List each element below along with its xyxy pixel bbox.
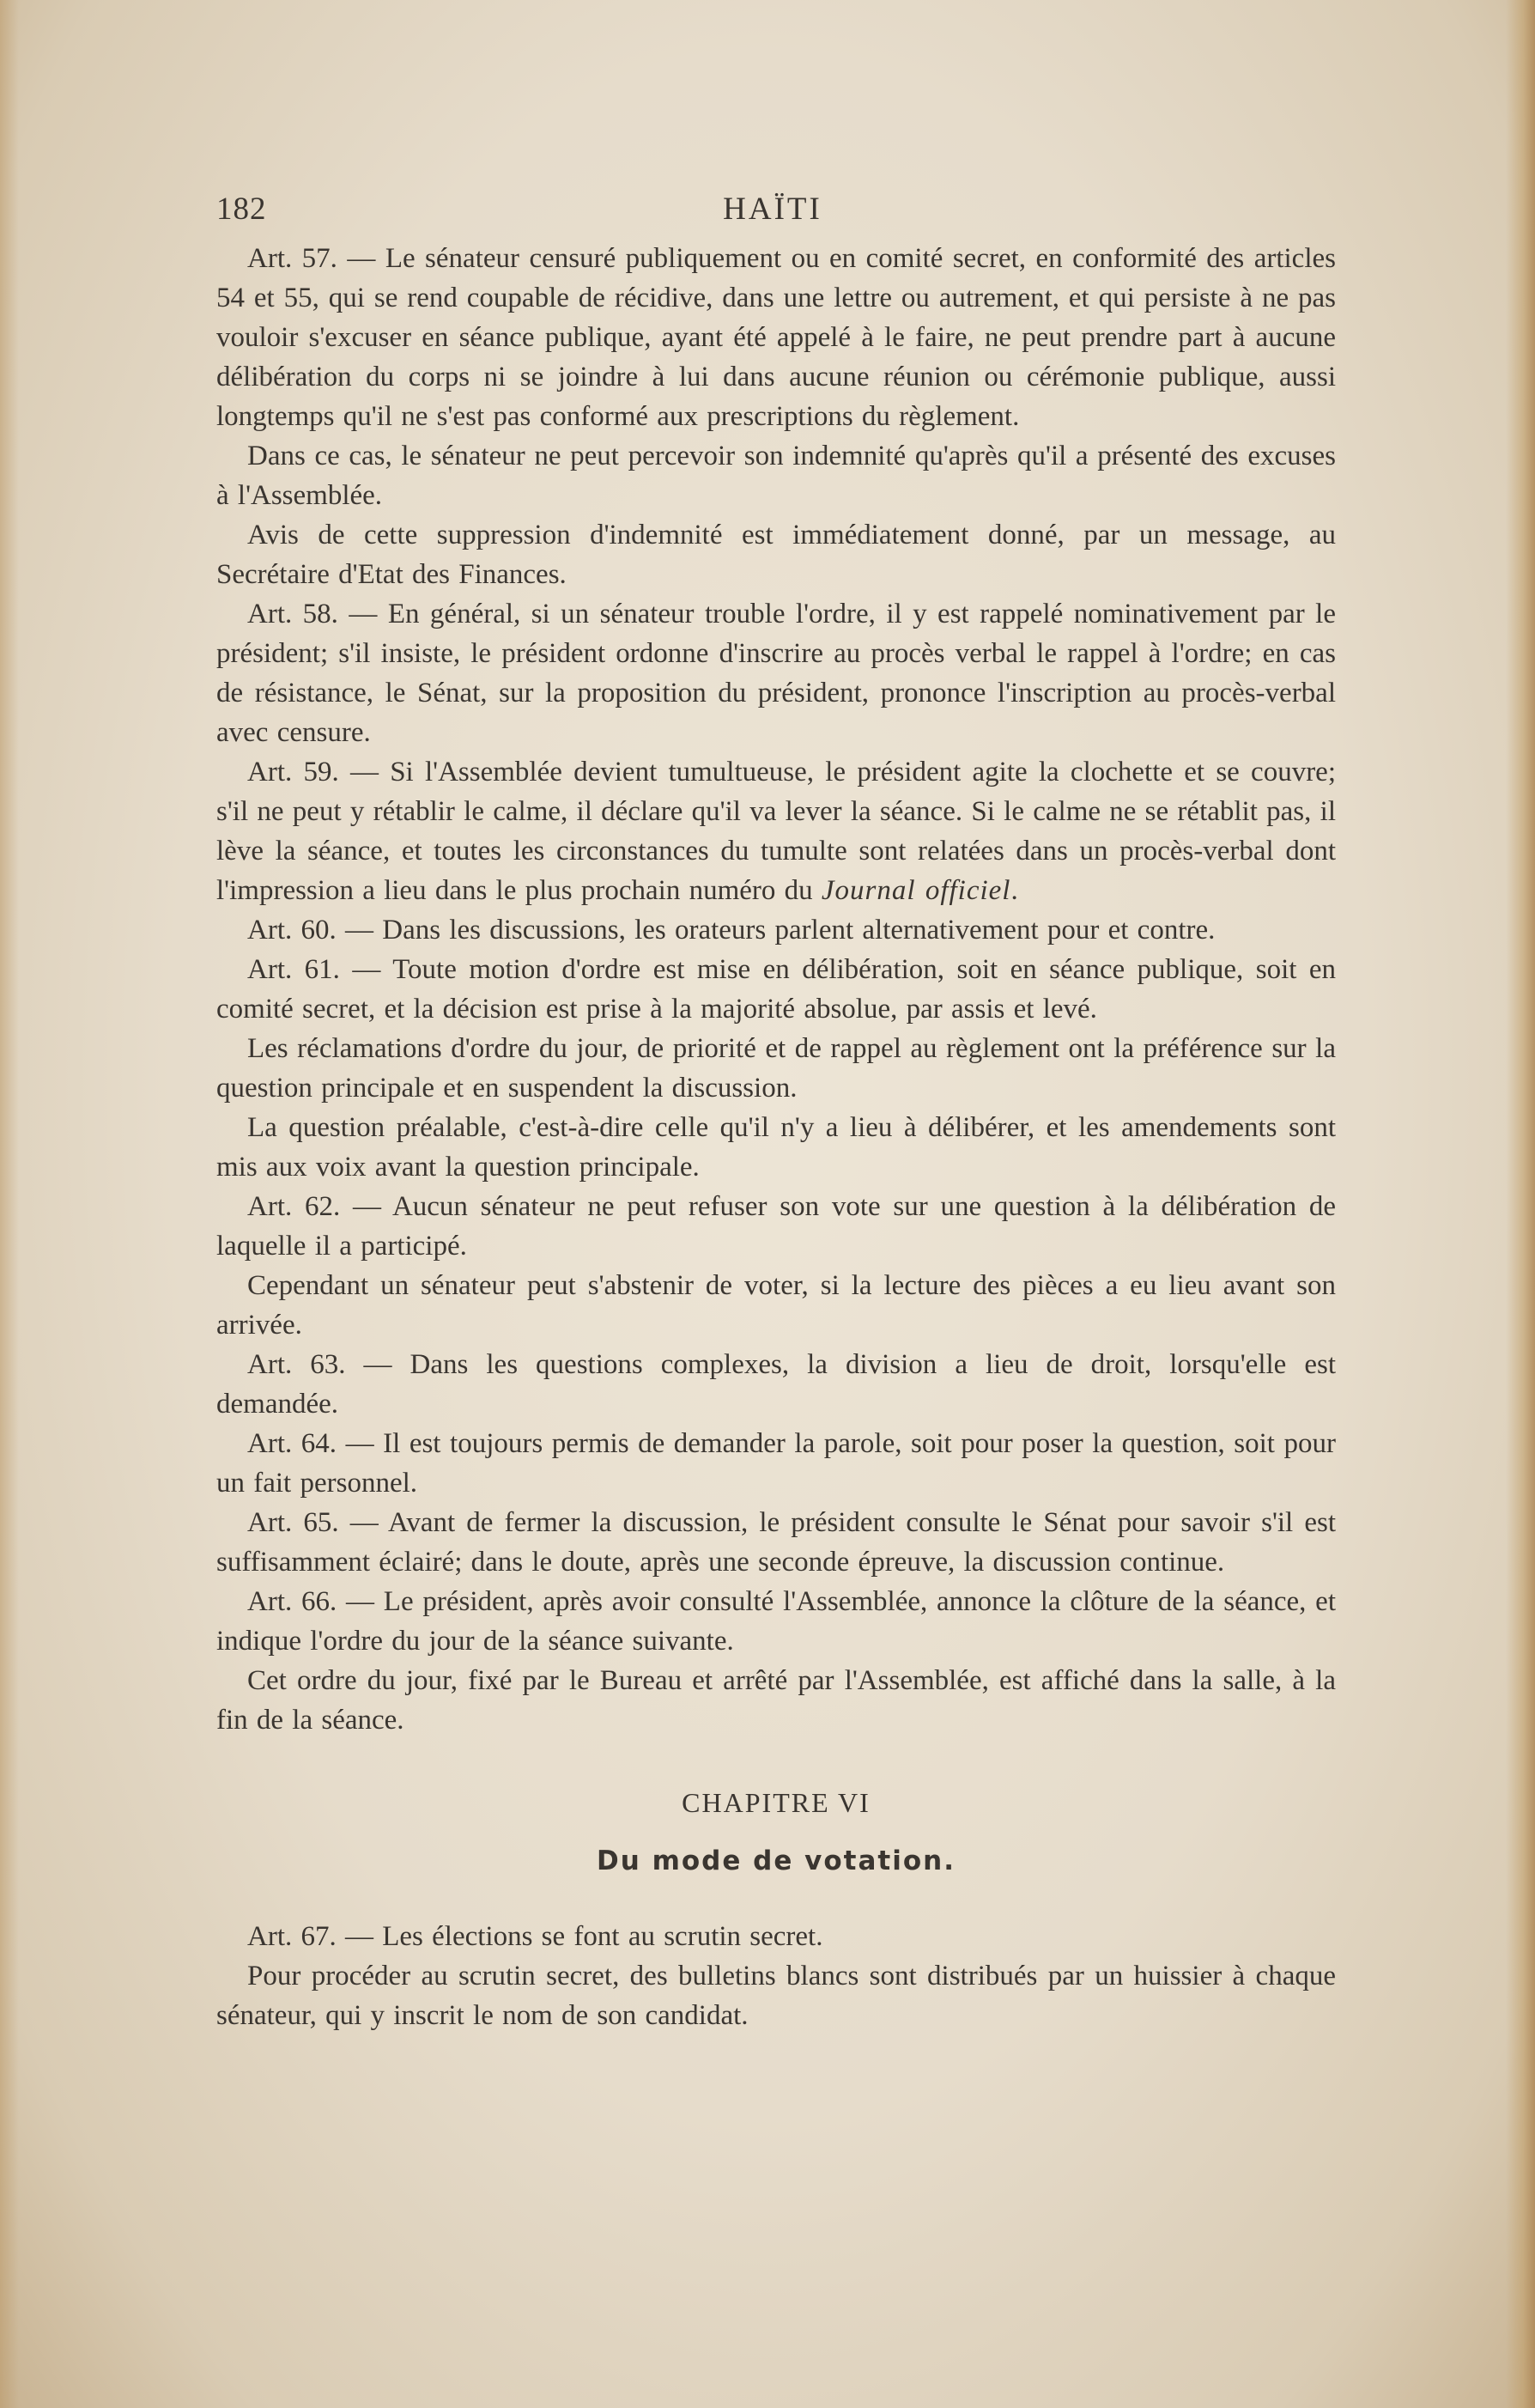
paragraph-art-64: Art. 64. — Il est toujours permis de demander la parole, soit pour poser la question, soit pour un fait personnel.	[216, 1428, 1336, 1499]
paragraph-scrutin: Pour procéder au scrutin secret, des bulletins blancs sont distribués par un huissier à chaque sénateur, qui y inscrit le nom de son candidat.	[216, 1961, 1336, 2031]
chapter-title: Du mode de votation.	[596, 1846, 956, 1876]
paragraph-art-66: Art. 66. — Le président, après avoir consulté l'Assemblée, annonce la clôture de la séance, et indique l'ordre du jour de la séance suivante.	[216, 1586, 1336, 1657]
paragraph-avis: Avis de cette suppression d'indemnité est immédiatement donné, par un message, au Secrétaire d'Etat des Finances.	[216, 520, 1336, 590]
page-edge-left	[0, 0, 19, 2408]
paragraph-indemnite: Dans ce cas, le sénateur ne peut percevoir son indemnité qu'après qu'il a présenté des excuses à l'Assemblée.	[216, 441, 1336, 511]
paragraph-art-61: Art. 61. — Toute motion d'ordre est mise en délibération, soit en séance publique, soit en comité secret, et la décision est prise à la majorité absolue, par assis et levé.	[216, 954, 1336, 1025]
running-title: HAÏTI	[723, 192, 822, 227]
body-text	[216, 239, 1336, 2035]
paragraph-question-prealable: La question préalable, c'est-à-dire celle qu'il n'y a lieu à délibérer, et les amendements sont mis aux voix avant la question principale.	[216, 1112, 1336, 1183]
journal-officiel-title: Journal officiel	[821, 875, 1011, 906]
paragraph-art-58: Art. 58. — En général, si un sénateur trouble l'ordre, il y est rappelé nominativement par le président; s'il insiste, le président ordonne d'inscrire au procès verbal le rappel à l'ordre; en cas de résistance, le Sénat, sur la proposition du président, prononce l'inscription au procès-verbal avec censure.	[216, 599, 1336, 748]
paragraph-art-63: Art. 63. — Dans les questions complexes, la division a lieu de droit, lorsqu'elle est demandée.	[216, 1349, 1336, 1420]
paragraph-art-67: Art. 67. — Les élections se font au scrutin secret.	[247, 1921, 823, 1952]
page-header	[216, 191, 1329, 230]
art-59-text: Art. 59. — Si l'Assemblée devient tumultueuse, le président agite la clochette et se couvre; s'il ne peut y rétablir le calme, il déclare qu'il va lever la séance. Si le calme ne se rétablit pas, il lève la séance, et toutes les circonstances du tumulte sont relatées dans un procès-verbal dont l'impression a lieu dans le plus prochain numéro du	[216, 757, 1336, 906]
paragraph-reclamations: Les réclamations d'ordre du jour, de priorité et de rappel au règlement ont la préférence sur la question principale et en suspendent la discussion.	[216, 1033, 1336, 1104]
paragraph-art-57: Art. 57. — Le sénateur censuré publiquement ou en comité secret, en conformité des articles 54 et 55, qui se rend coupable de récidive, dans une lettre ou autrement, et qui persiste à ne pas vouloir s'excuser en séance publique, ayant été appelé à le faire, ne peut prendre part à aucune délibération du corps ni se joindre à lui dans aucune réunion ou cérémonie publique, aussi longtemps qu'il ne s'est pas conformé aux prescriptions du règlement.	[216, 243, 1336, 432]
paragraph-ordre-du-jour: Cet ordre du jour, fixé par le Bureau et arrêté par l'Assemblée, est affiché dans la salle, à la fin de la séance.	[216, 1665, 1336, 1736]
paragraph-art-65: Art. 65. — Avant de fermer la discussion, le président consulte le Sénat pour savoir s'il est suffisamment éclairé; dans le doute, après une seconde épreuve, la discussion continue.	[216, 1507, 1336, 1578]
chapter-heading: CHAPITRE VI	[682, 1787, 871, 1818]
page-number: 182	[216, 192, 267, 227]
art-59-end: .	[1010, 875, 1018, 906]
paragraph-art-62: Art. 62. — Aucun sénateur ne peut refuser son vote sur une question à la délibération de laquelle il a participé.	[216, 1191, 1336, 1262]
paragraph-art-60: Art. 60. — Dans les discussions, les orateurs parlent alternativement pour et contre.	[247, 915, 1216, 946]
paragraph-abstention: Cependant un sénateur peut s'abstenir de voter, si la lecture des pièces a eu lieu avant son arrivée.	[216, 1270, 1336, 1341]
page-edge-right	[1506, 0, 1535, 2408]
paragraph-art-59	[216, 752, 1336, 910]
